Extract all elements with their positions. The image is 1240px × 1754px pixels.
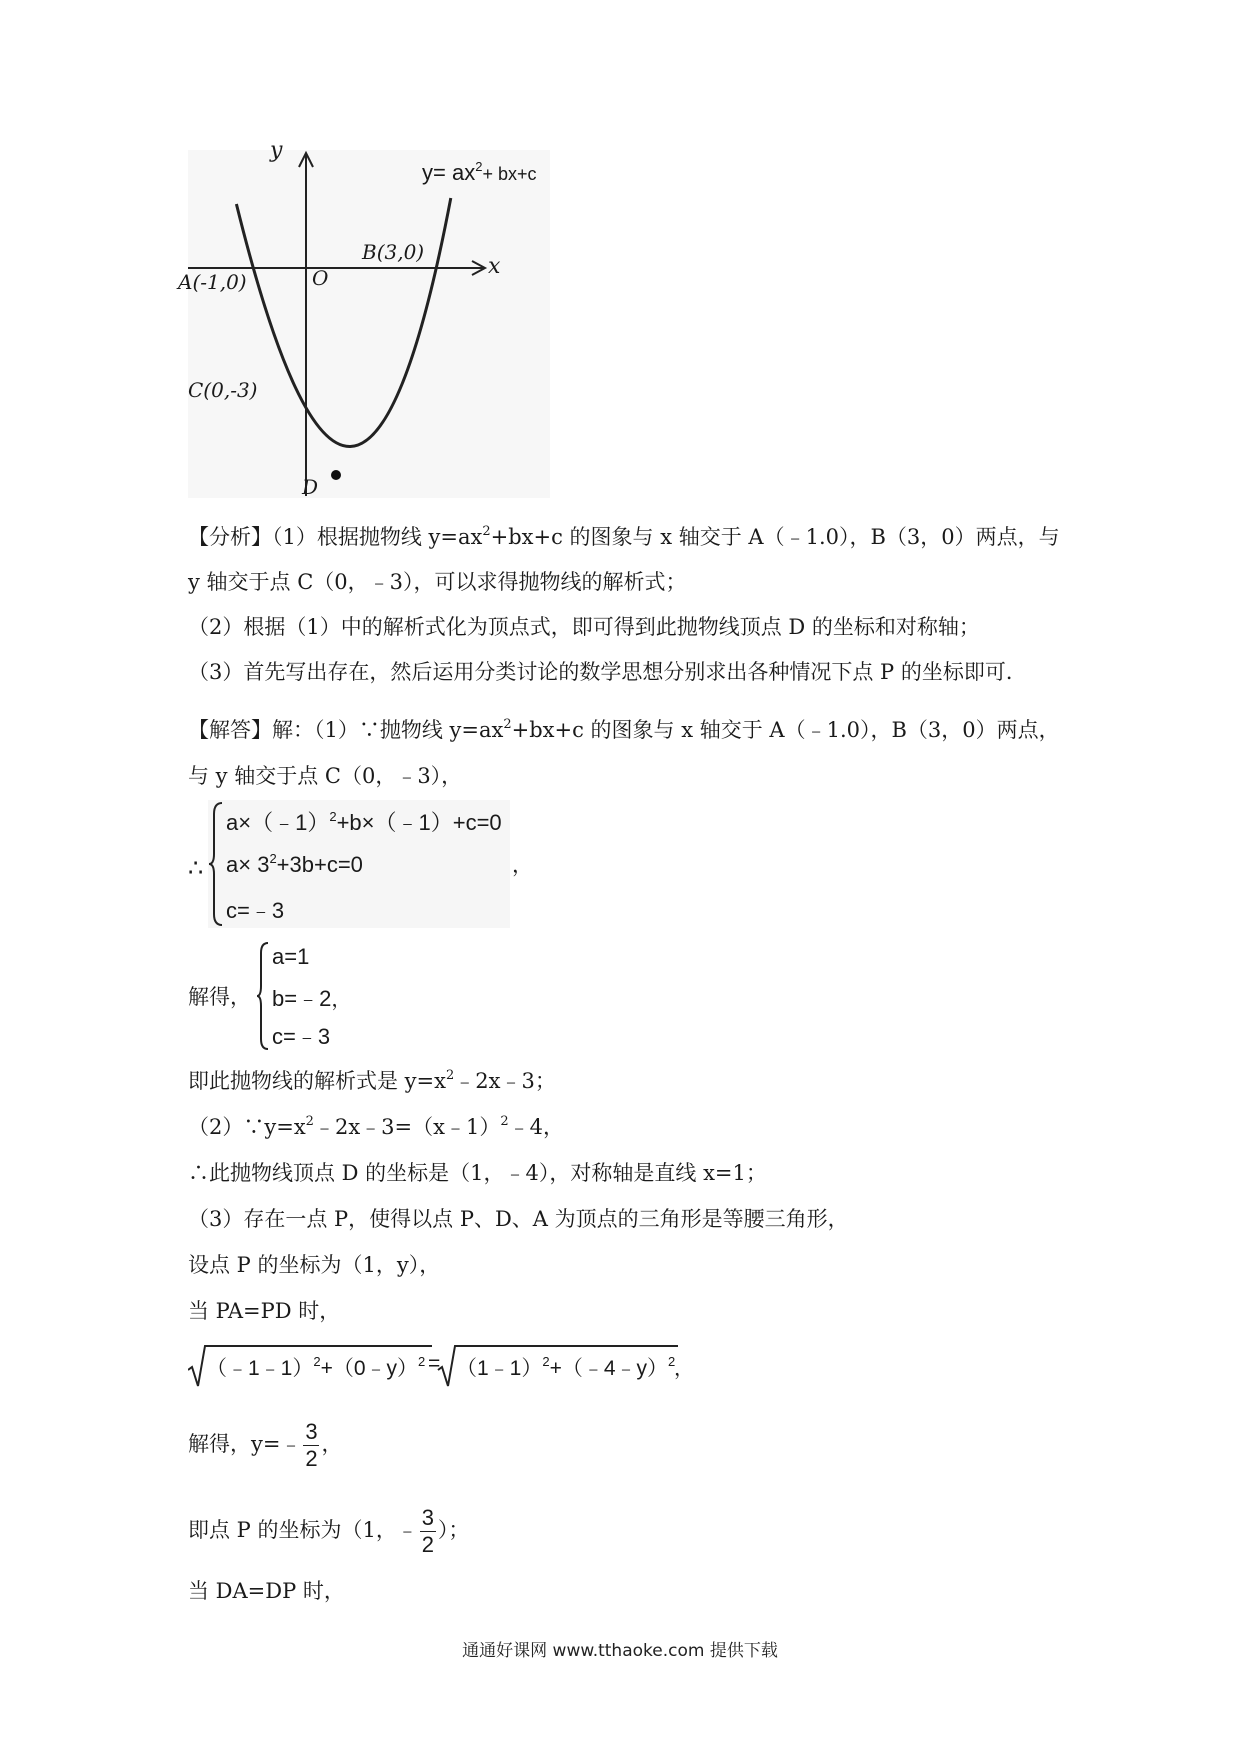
fraction-three-halves: $\frac{3}{2}$	[305, 1418, 318, 1472]
system1-trailing-comma: ，	[512, 853, 533, 877]
equation-system-2	[256, 940, 352, 1052]
point-c-label: C(0,-3)	[188, 378, 258, 402]
sqrt-trailing-comma: ，	[674, 1356, 694, 1380]
left-brace-2	[256, 940, 270, 1052]
part3-line: （3）存在一点 P，使得以点 P、D、A 为顶点的三角形是等腰三角形，	[188, 1207, 849, 1231]
fraction-three-halves-2: $\frac{3}{2}$	[421, 1504, 434, 1558]
parabola-curve	[236, 198, 450, 447]
system2-eq2: b=﹣2，	[272, 986, 352, 1011]
vertex-d-point	[331, 470, 341, 480]
point-a-label: A(-1,0)	[178, 270, 247, 294]
distance-equation	[188, 1340, 694, 1390]
system2-eq1: a=1	[272, 944, 310, 969]
da-dp-line: 当 DA=DP 时，	[188, 1579, 345, 1603]
equals-sign: =	[428, 1352, 441, 1375]
parabola-figure	[178, 138, 550, 499]
therefore-symbol: ∴	[188, 854, 204, 882]
left-brace-1	[208, 800, 224, 928]
point-d-label: D	[302, 475, 319, 499]
parabola-graph	[188, 150, 550, 498]
analysis-line-2: y 轴交于点 C（0，﹣3），可以求得抛物线的解析式；	[188, 570, 687, 594]
p-coordinate-line: 即点 P 的坐标为（1，﹣ $\frac{3}{2}$ ）；	[188, 1504, 470, 1558]
set-p-line: 设点 P 的坐标为（1，y），	[188, 1253, 441, 1277]
solved-label: 解得，	[188, 985, 251, 1009]
analysis-line-1: 【分析】（1）根据抛物线 $y=ax^2+bx+c$ 的图象与 x 轴交于 A（﹣1.0），B（3，0）两点，与	[188, 524, 1060, 549]
sqrt-right-expression: （1﹣1）$^2$+（﹣4﹣y）$^2$	[456, 1354, 676, 1380]
page-footer: 通通好课网 www.tthaoke.com 提供下载	[462, 1641, 778, 1661]
system1-eq3: c=﹣3	[226, 898, 285, 923]
system2-eq3: c=﹣3	[272, 1024, 331, 1049]
equation-system-1	[208, 800, 510, 928]
system1-eq1: a×（﹣1）$^2$+b×（﹣1）+c=0	[226, 809, 502, 835]
vertex-form-line: $(2)\because y=x^2﹣2x﹣3=(x﹣1)^2﹣4$，	[188, 1114, 564, 1139]
origin-label: O	[312, 266, 329, 290]
y-axis-label: y	[270, 138, 283, 163]
solve-y-line: 解得，y=﹣ $\frac{3}{2}$ ，	[188, 1418, 343, 1472]
solution-line-1: 【解答】解：（1）∵抛物线 $y=ax^2+bx+c$ 的图象与 x 轴交于 A（﹣1.0），B（3，0）两点，	[188, 717, 1060, 742]
pa-pd-line: 当 PA=PD 时，	[188, 1299, 341, 1323]
curve-equation-label: $y= ax^2+ bx+c$	[422, 159, 537, 185]
system1-eq2: $a\times 3^2+3b+c=0$	[226, 851, 363, 877]
parse-line: 即此抛物线的解析式是 $y=x^2﹣2x﹣3$；	[188, 1068, 556, 1093]
point-b-label: B(3,0)	[362, 240, 425, 264]
analysis-line-3: （2）根据（1）中的解析式化为顶点式，即可得到此抛物线顶点 D 的坐标和对称轴；	[188, 615, 980, 639]
sqrt-left-expression: （﹣1﹣1）$^2$+（0﹣y）$^2$	[206, 1354, 426, 1380]
vertex-d-line: ∴此抛物线顶点 D 的坐标是（1，﹣4），对称轴是直线 x=1；	[188, 1161, 767, 1185]
solution-line-2: 与 y 轴交于点 C（0，﹣3），	[188, 764, 463, 788]
x-axis-label: x	[488, 254, 501, 279]
analysis-line-4: （3）首先写出存在，然后运用分类讨论的数学思想分别求出各种情况下点 P 的坐标即可．	[188, 660, 1027, 684]
